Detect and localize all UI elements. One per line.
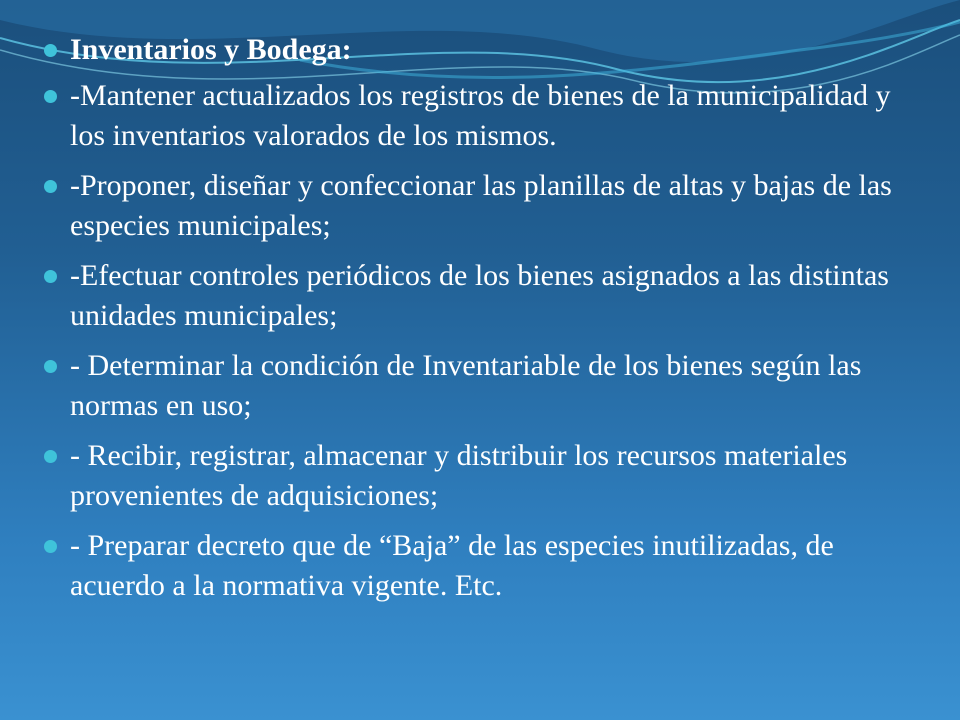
bullet-dot-icon: [44, 540, 57, 553]
slide-heading: [44, 30, 924, 70]
bullet-dot-icon: [44, 44, 57, 57]
list-item: [44, 166, 924, 246]
list-item-text: - Recibir, registrar, almacenar y distribuir los recursos materiales provenientes de adquisiciones;: [70, 439, 848, 512]
bullet-list: [44, 30, 924, 606]
bullet-dot-icon: [44, 360, 57, 373]
bullet-dot-icon: [44, 180, 57, 193]
bullet-dot-icon: [44, 90, 57, 103]
list-item: [44, 436, 924, 516]
list-item: [44, 76, 924, 156]
bullet-dot-icon: [44, 450, 57, 463]
list-item-text: - Determinar la condición de Inventariable de los bienes según las normas en uso;: [70, 349, 862, 422]
bullet-dot-icon: [44, 270, 57, 283]
slide-content: [44, 30, 924, 616]
list-item-text: -Proponer, diseñar y confeccionar las planillas de altas y bajas de las especies municipales;: [70, 169, 892, 242]
list-item-text: - Preparar decreto que de “Baja” de las especies inutilizadas, de acuerdo a la normativa vigente. Etc.: [70, 529, 834, 602]
slide-heading-text: Inventarios y Bodega:: [70, 33, 352, 66]
list-item-text: -Efectuar controles periódicos de los bienes asignados a las distintas unidades municipales;: [70, 259, 889, 332]
list-item-text: -Mantener actualizados los registros de bienes de la municipalidad y los inventarios valorados de los mismos.: [70, 79, 891, 152]
list-item: [44, 346, 924, 426]
list-item: [44, 526, 924, 606]
list-item: [44, 256, 924, 336]
